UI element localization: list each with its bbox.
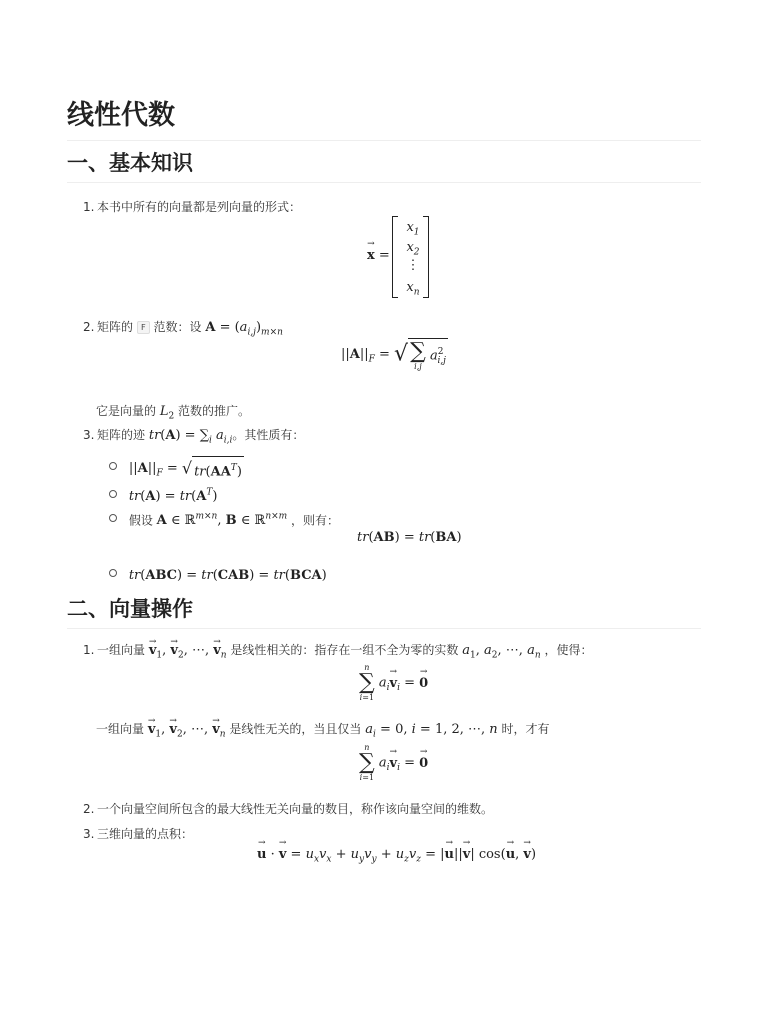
list-item: 2. 矩阵的 F 范数：设 $A = (a_{i,j})_{m\times n}$ bbox=[83, 320, 283, 338]
section-heading-vector-ops: 二、向量操作 bbox=[67, 594, 701, 629]
bullet-item: tr(ABC) = tr(CAB) = tr(BCA) bbox=[109, 566, 327, 585]
bullet-item: $||A||_F$ = √ $tr(AA^T)$ bbox=[109, 456, 244, 483]
page-title: 线性代数 bbox=[67, 96, 701, 141]
bullet-icon bbox=[109, 514, 117, 522]
list-item: 3. 矩阵的迹 $tr(A) = \sum_i$ $a_{i,i}$。其性质有： bbox=[83, 428, 305, 446]
bullet-icon bbox=[109, 569, 117, 577]
bullet-icon bbox=[109, 462, 117, 470]
item-text: 范数：设 bbox=[153, 320, 202, 334]
note-line: 它是向量的 $L_2$ 范数的推广。 bbox=[96, 404, 251, 422]
item-number: 3. bbox=[83, 428, 95, 442]
list-item: 2. 一个向量空间所包含的最大线性无关向量的数目，称作该向量空间的维数。 bbox=[83, 802, 494, 816]
item-text: 本书中所有的向量都是列向量的形式： bbox=[97, 200, 302, 214]
item-number: 1. bbox=[83, 200, 95, 214]
item-text: 矩阵的 bbox=[97, 320, 134, 334]
linear-dependence-formula: n ∑ i=1 $a_i\to v_i$ = → 0 bbox=[359, 664, 428, 702]
list-item bbox=[83, 198, 301, 216]
bullet-icon bbox=[109, 490, 117, 498]
trace-commute-formula: tr(AB) = tr(BA) bbox=[357, 530, 462, 545]
paragraph-line: 一组向量 → $v_1$, → $v_2$, ⋯, → $v_n$ 是线性无关的，当且仅当 $a_i = 0$, i = 1, 2, ⋯, n 时，才有 bbox=[96, 720, 550, 744]
section-heading-basics: 一、基本知识 bbox=[67, 148, 701, 183]
inline-code-badge: F bbox=[137, 321, 150, 334]
item-number: 2. bbox=[83, 320, 95, 334]
list-item: 3. 三维向量的点积： bbox=[83, 827, 194, 841]
item-text: 矩阵的迹 bbox=[97, 428, 146, 442]
item-number: 3. bbox=[83, 827, 95, 841]
frobenius-norm-formula: $||A||_F$ = √ ∑ i,j $a^2_{i,j}$ bbox=[341, 339, 446, 371]
bullet-item: $tr(A) = tr(A^T)$ bbox=[109, 484, 217, 506]
item-number: 2. bbox=[83, 802, 95, 816]
item-number: 1. bbox=[83, 643, 95, 657]
bullet-item: 假设 A ∈ ℝ$^{m\times n}$, B ∈ ℝ$^{n\times m}$ ，则有： bbox=[109, 508, 339, 530]
dot-product-formula: → u · → $v = u_xv_x + u_yv_y + u_zv_z$ = |→ u||→ v| cos(→ u, → v) bbox=[257, 847, 536, 865]
list-item: 1. 一组向量 → $v_1$, → $v_2$, ⋯, → $v_n$ 是线性相关的：指存在一组不全为零的实数 $a_1$, $a_2$, ⋯, $a_n$ ，使得： bbox=[83, 641, 592, 665]
linear-independence-formula: n ∑ i=1 $a_i\to v_i$ = → 0 bbox=[359, 744, 428, 782]
